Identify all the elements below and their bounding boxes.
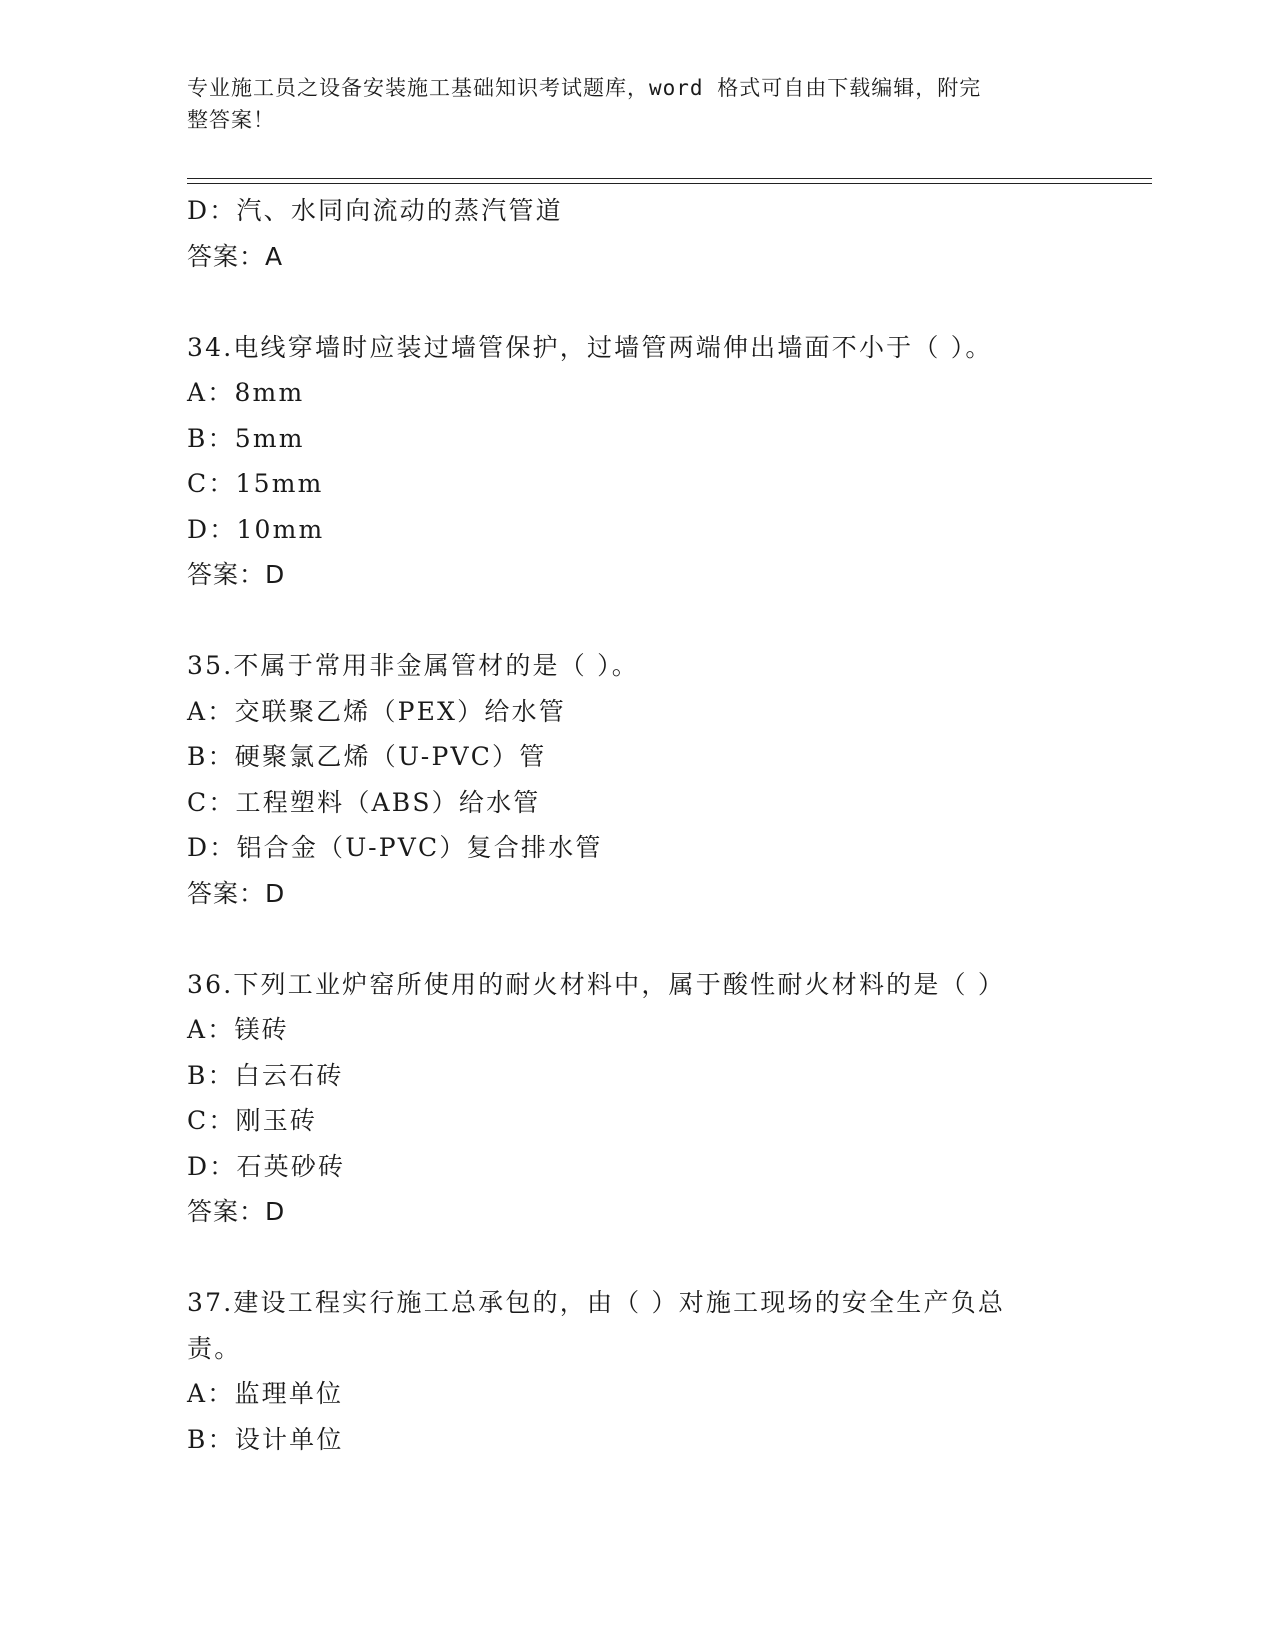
option-b: B：硬聚氯乙烯（U-PVC）管 bbox=[187, 742, 547, 771]
option-d: D：石英砂砖 bbox=[187, 1151, 346, 1181]
question-36 bbox=[187, 962, 1087, 1235]
header-line-1: 专业施工员之设备安装施工基础知识考试题库，word 格式可自由下载编辑，附完 bbox=[187, 76, 982, 100]
header-divider-bottom bbox=[187, 183, 1152, 184]
answer: 答案：A bbox=[187, 241, 284, 271]
option-c: C：工程塑料（ABS）给水管 bbox=[187, 787, 541, 817]
option-b: B：5mm bbox=[187, 423, 305, 453]
spacer bbox=[187, 598, 1087, 644]
question-stem: 34.电线穿墙时应装过墙管保护，过墙管两端伸出墙面不小于（ ）。 bbox=[187, 332, 993, 362]
option-a: A：交联聚乙烯（PEX）给水管 bbox=[187, 696, 566, 726]
document-body bbox=[187, 188, 1087, 1462]
option-d: D：铝合金（U-PVC）复合排水管 bbox=[187, 833, 603, 862]
spacer bbox=[187, 1235, 1087, 1281]
spacer bbox=[187, 916, 1087, 962]
document-header bbox=[187, 72, 1067, 136]
question-stem: 35.不属于常用非金属管材的是（ ）。 bbox=[187, 651, 640, 680]
option-b: B：设计单位 bbox=[187, 1424, 344, 1454]
question-35 bbox=[187, 643, 1087, 916]
option-a: A：镁砖 bbox=[187, 1015, 289, 1044]
option-c: C：15mm bbox=[187, 469, 324, 498]
answer: 答案：D bbox=[187, 1197, 286, 1226]
header-divider-top bbox=[187, 178, 1152, 179]
spacer bbox=[187, 279, 1087, 325]
question-37 bbox=[187, 1280, 1087, 1462]
answer: 答案：D bbox=[187, 878, 286, 908]
option-a: A：8mm bbox=[187, 378, 305, 407]
option-d: D：汽、水同向流动的蒸汽管道 bbox=[187, 196, 563, 225]
option-c: C：刚玉砖 bbox=[187, 1106, 318, 1135]
option-b: B：白云石砖 bbox=[187, 1060, 344, 1090]
option-d: D：10mm bbox=[187, 514, 325, 544]
answer: 答案：D bbox=[187, 560, 286, 589]
question-stem-line-2: 责。 bbox=[187, 1333, 242, 1363]
question-34 bbox=[187, 325, 1087, 598]
header-line-2: 整答案！ bbox=[187, 108, 275, 132]
question-stem: 36.下列工业炉窑所使用的耐火材料中，属于酸性耐火材料的是（ ） bbox=[187, 969, 1006, 999]
question-stem-line-1: 37.建设工程实行施工总承包的，由（ ）对施工现场的安全生产负总 bbox=[187, 1288, 1006, 1317]
option-a: A：监理单位 bbox=[187, 1379, 344, 1408]
